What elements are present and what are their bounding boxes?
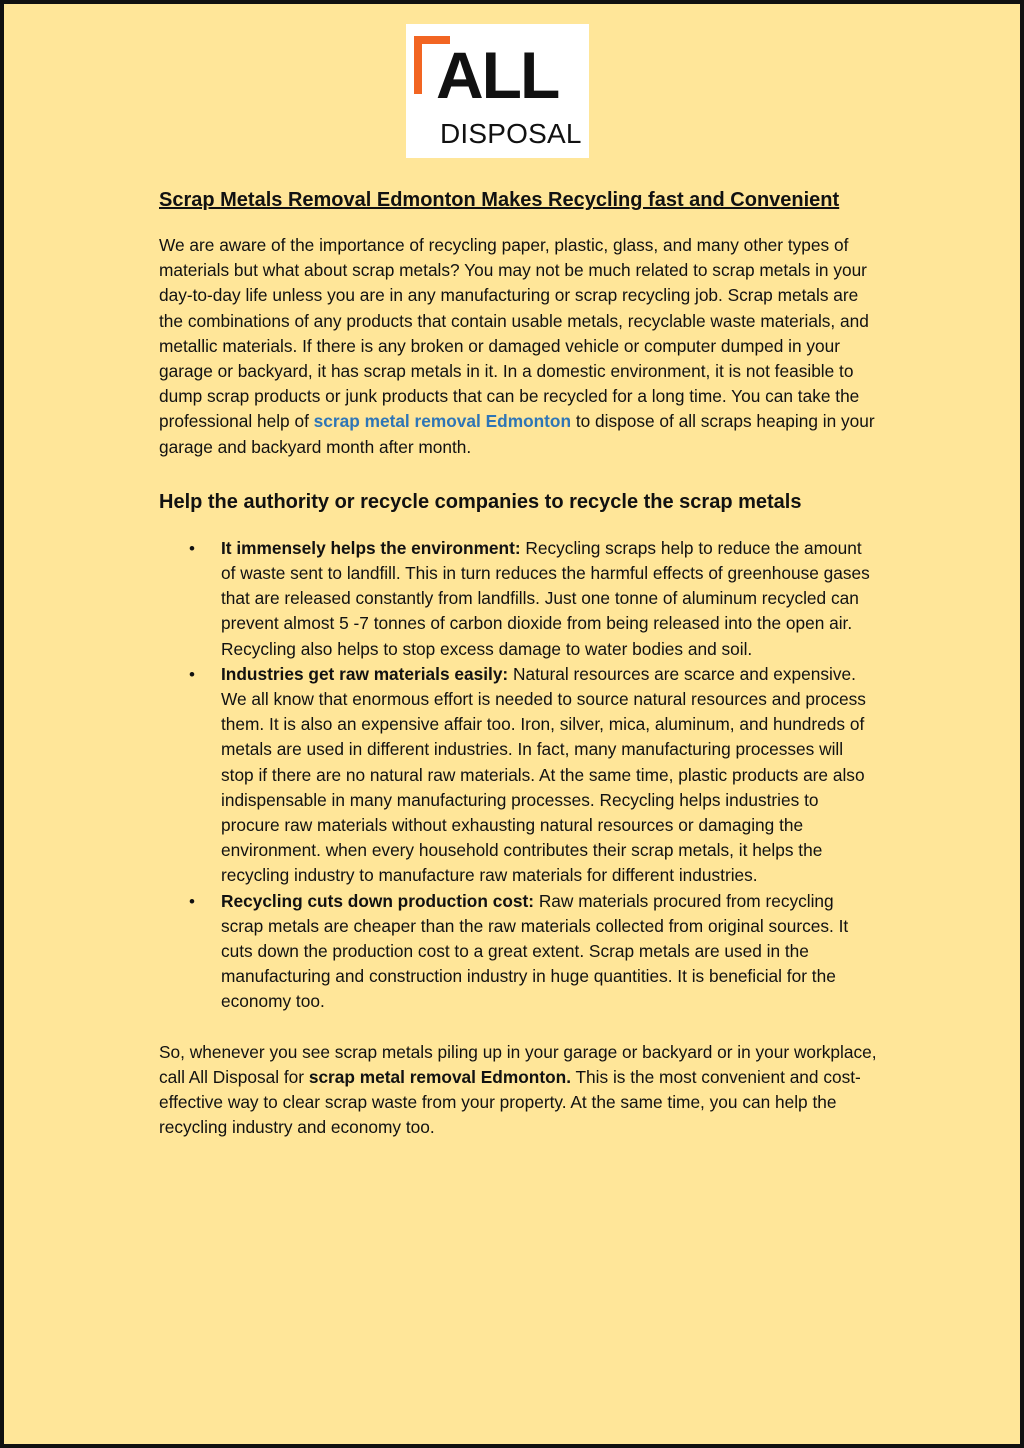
- bullet-text: Natural resources are scarce and expensive. We all know that enormous effort is needed to source natural resources and process them. It is also an expensive affair too. Iron, silver, mica, aluminum, and hundreds of metals are used in different industries. In fact, many manufacturing processes will stop if there are no natural raw materials. At the same time, plastic products are also indispensable in many manufacturing processes. Recycling helps industries to procure raw materials without exhausting natural resources or damaging the environment. when every household contributes their scrap metals, it helps the recycling industry to manufacture raw materials for different industries.: [221, 663, 866, 886]
- document-title: Scrap Metals Removal Edmonton Makes Recycling fast and Convenient: [159, 189, 840, 211]
- intro-text-part1: We are aware of the importance of recycling paper, plastic, glass, and many other types of materials but what about scrap metals? You may not be much related to scrap metals in your day-to-day life unless you are in any manufacturing or scrap recycling job. Scrap metals are the combinations of any products that contain usable metals, recyclable waste materials, and metallic materials. If there is any broken or damaged vehicle or computer dumped in your garage or backyard, it has scrap metals in it. In a domestic environment, it is not feasible to dump scrap products or junk products that can be recycled for a long time. You can take the professional help of: [159, 235, 869, 432]
- closing-text-part1: So, whenever you see scrap metals piling up in your garage or backyard or in your workplace, call All Disposal for: [159, 1041, 877, 1087]
- bullet-text: Raw materials procured from recycling scrap metals are cheaper than the raw materials collected from original sources. It cuts down the production cost to a great extent. Scrap metals are used in the manufacturing and construction industry in huge quantities. It is beneficial for the economy too.: [221, 890, 849, 1012]
- closing-bold-service: scrap metal removal Edmonton.: [308, 1066, 572, 1087]
- document-content: [159, 187, 879, 1141]
- logo-word-disposal: DISPOSAL: [440, 118, 582, 149]
- bullet-lead: Recycling cuts down production cost:: [221, 890, 535, 911]
- section-heading: Help the authority or recycle companies to recycle the scrap metals: [159, 490, 802, 513]
- scrap-metal-removal-link[interactable]: scrap metal removal Edmonton: [313, 411, 572, 432]
- list-item: [159, 662, 879, 889]
- intro-paragraph: [159, 233, 879, 460]
- closing-text-part2: This is the most convenient and cost-effective way to clear scrap waste from your property. At the same time, you can help the recycling industry and economy too.: [159, 1066, 861, 1138]
- bullet-text: Recycling scraps help to reduce the amount of waste sent to landfill. This in turn reduces the harmful effects of greenhouse gases that are released constantly from landfills. Just one tonne of aluminum recycled can prevent almost 5 -7 tonnes of carbon dioxide from being released into the open air. Recycling also helps to stop excess damage to water bodies and soil.: [221, 537, 870, 659]
- benefits-list: [159, 536, 879, 1015]
- bullet-lead: Industries get raw materials easily:: [221, 663, 509, 684]
- logo-word-all: ALL: [436, 38, 559, 112]
- list-item: [159, 889, 879, 1015]
- closing-paragraph: [159, 1040, 879, 1141]
- bullet-lead: It immensely helps the environment:: [221, 537, 521, 558]
- all-disposal-logo: [406, 24, 589, 158]
- bullet-icon: •: [189, 891, 195, 911]
- list-item: [159, 536, 879, 662]
- bullet-icon: •: [189, 664, 195, 684]
- intro-text-part2: to dispose of all scraps heaping in your garage and backyard month after month.: [159, 411, 875, 457]
- bullet-icon: •: [189, 538, 195, 558]
